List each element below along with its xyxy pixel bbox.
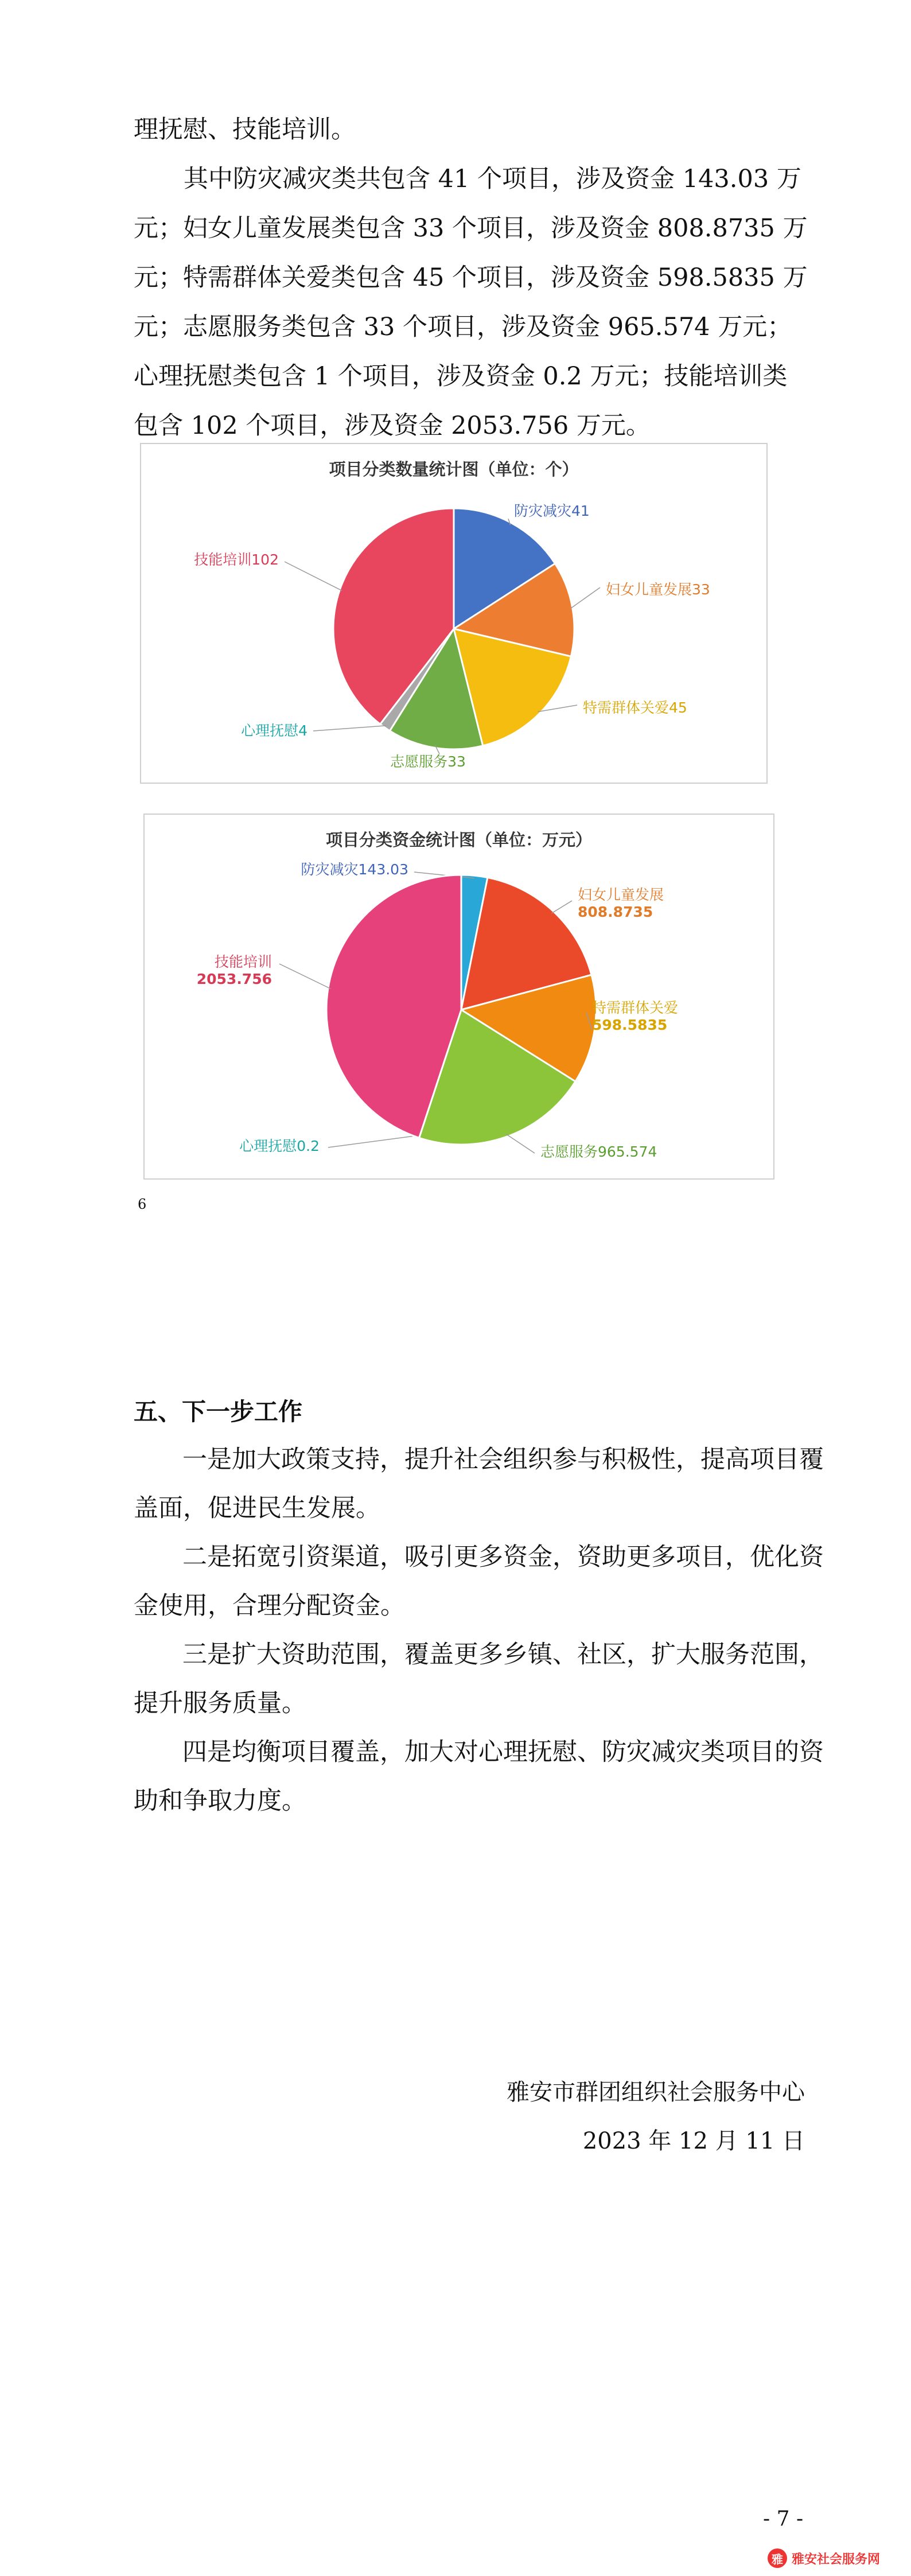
chart-title: 项目分类资金统计图（单位：万元） [325, 830, 592, 850]
summary-line: 包含 102 个项目，涉及资金 2053.756 万元。 [134, 411, 651, 440]
intro-tail: 理抚慰、技能培训。 [134, 115, 356, 144]
footnote-number: 6 [138, 1196, 147, 1212]
pie-label: 技能培训102 [194, 551, 279, 568]
pie-label: 防灾减灾143.03 [301, 861, 408, 878]
pie-label: 防灾减灾41 [514, 503, 590, 519]
project-funds-chart [143, 814, 774, 1180]
signature-date: 2023 年 12 月 11 日 [582, 2128, 805, 2154]
next-step-line: 二是拓宽引资渠道，吸引更多资金，资助更多项目，优化资 [182, 1543, 824, 1571]
pie-label: 心理抚慰4 [241, 722, 307, 739]
signature-organization: 雅安市群团组织社会服务中心 [507, 2079, 805, 2106]
leader-line [313, 726, 386, 731]
pie-label: 心理抚慰0.2 [239, 1138, 320, 1154]
chart-title: 项目分类数量统计图（单位：个） [329, 460, 579, 479]
pie-label: 妇女儿童发展33 [606, 581, 710, 598]
project-count-chart [140, 443, 768, 784]
pie-label: 808.8735 [578, 904, 653, 920]
pie-label: 妇女儿童发展 [578, 886, 664, 903]
leader-line [279, 964, 331, 989]
project-funds-pie [145, 815, 773, 1178]
pie-label: 技能培训 [214, 954, 272, 970]
watermark-logo-icon: 雅 [768, 2548, 787, 2568]
pie-label: 志愿服务33 [390, 753, 466, 770]
summary-line: 心理抚慰类包含 1 个项目，涉及资金 0.2 万元；技能培训类 [134, 362, 788, 391]
next-step-line: 三是扩大资助范围，覆盖更多乡镇、社区，扩大服务范围， [182, 1640, 824, 1669]
page-number: - 7 - [763, 2507, 804, 2531]
leader-line [285, 562, 342, 591]
section-heading: 五、下一步工作 [134, 1398, 303, 1426]
watermark-text: 雅安社会服务网 [792, 2552, 881, 2567]
leader-line [570, 587, 600, 609]
summary-line: 元；志愿服务类包含 33 个项目，涉及资金 965.574 万元； [134, 313, 792, 341]
pie-label: 598.5835 [592, 1017, 668, 1033]
pie-label: 志愿服务965.574 [540, 1143, 657, 1160]
next-step-line: 盖面，促进民生发展。 [134, 1494, 380, 1523]
summary-line: 元；妇女儿童发展类包含 33 个项目，涉及资金 808.8735 万 [134, 214, 808, 243]
next-step-line: 金使用，合理分配资金。 [134, 1591, 405, 1620]
summary-line: 元；特需群体关爱类包含 45 个项目，涉及资金 598.5835 万 [134, 263, 808, 292]
leader-line [551, 901, 572, 913]
watermark [768, 2546, 905, 2570]
project-count-pie [141, 444, 766, 783]
summary-line: 其中防灾减灾类共包含 41 个项目，涉及资金 143.03 万 [184, 165, 801, 193]
next-step-line: 一是加大政策支持，提升社会组织参与积极性，提高项目覆 [182, 1445, 824, 1474]
next-step-line: 四是均衡项目覆盖，加大对心理抚慰、防灾减灾类项目的资 [182, 1738, 824, 1766]
next-step-line: 助和争取力度。 [134, 1787, 306, 1815]
pie-label: 2053.756 [196, 971, 272, 987]
next-step-line: 提升服务质量。 [134, 1689, 306, 1718]
pie-label: 特需群体关爱 [592, 999, 679, 1016]
leader-line [506, 1134, 535, 1153]
leader-line [328, 1135, 420, 1147]
pie-label: 特需群体关爱45 [583, 699, 687, 716]
